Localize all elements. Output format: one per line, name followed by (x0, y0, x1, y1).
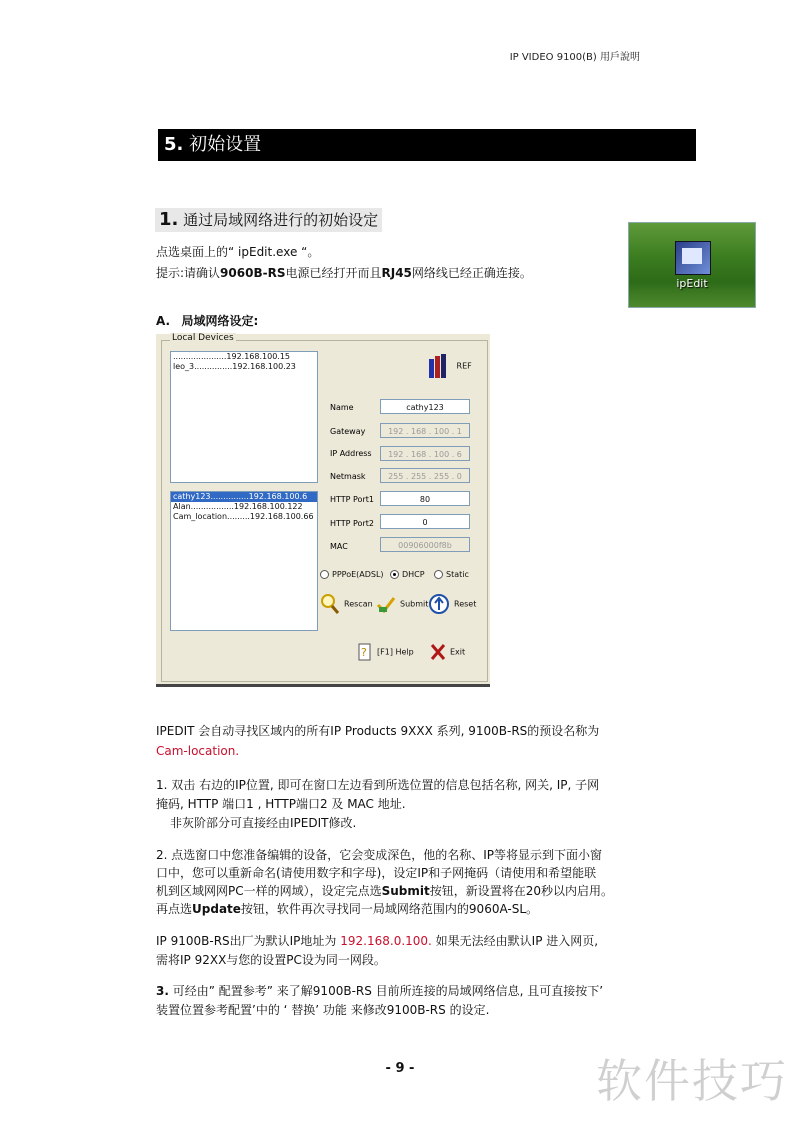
intro-text: 提示:请确认 (156, 266, 221, 280)
ipedit-icon (675, 241, 711, 275)
para-text: 机到区域网网PC一样的网域），设定完点选 (156, 884, 382, 898)
radio-dot (320, 570, 329, 579)
list-item[interactable]: leo_3...............192.168.100.23 (173, 362, 296, 371)
submit-label: Submit (400, 599, 429, 609)
netmask-field: 255 . 255 . 255 . 0 (380, 468, 470, 483)
ref-label: REF (456, 361, 472, 371)
submit-button[interactable] (376, 595, 428, 613)
doc-header: IP VIDEO 9100(B) 用戶說明 (509, 52, 640, 63)
name-field[interactable]: cathy123 (380, 399, 470, 414)
exit-label: Exit (450, 647, 466, 657)
desktop-icon-label: ipEdit (676, 277, 708, 290)
ipedit-window (156, 334, 490, 687)
intro-line1: 点选桌面上的“ ipEdit.exe “。 (156, 245, 320, 259)
reset-arrow-icon (428, 593, 450, 615)
radio-dot-selected (390, 570, 399, 579)
para5-line1 (156, 982, 603, 1001)
list-item[interactable]: .....................192.168.100.15 (173, 352, 291, 361)
intro-rj45: RJ45 (381, 266, 412, 280)
para4-line1 (156, 932, 598, 951)
gateway-label: Gateway (330, 427, 366, 436)
dhcp-radio[interactable] (390, 570, 425, 579)
section-heading (158, 129, 696, 161)
para-text: 可经由” 配置参考” 来了解9100B-RS 目前所连接的局域网络信息, 且可直接按下’ (168, 984, 604, 998)
section-number: 5. (164, 134, 184, 155)
page-number: - 9 - (385, 1061, 415, 1076)
list-item[interactable]: cathy123...............192.168.100.6 (171, 492, 317, 502)
ref-button[interactable] (428, 353, 472, 379)
sub-a-heading (156, 312, 258, 331)
para5-line2: 装置位置参考配置’中的 ‘ 替换’ 功能 来修改9100B-RS 的设定. (156, 1003, 490, 1017)
top-device-list[interactable] (170, 351, 318, 483)
desktop-screenshot (628, 222, 756, 308)
para2-line1: 1. 双击 右边的IP位置, 即可在窗口左边看到所选位置的信息包括名称, 网关, IP, 子网 (156, 778, 600, 792)
section-title: 初始设置 (189, 134, 262, 155)
netmask-label: Netmask (330, 472, 366, 481)
magnifier-icon (320, 593, 340, 615)
intro-line2 (156, 264, 532, 283)
para5-number: 3. (156, 984, 169, 998)
help-button[interactable] (357, 641, 414, 663)
reset-button[interactable] (428, 593, 476, 615)
http1-field[interactable]: 80 (380, 491, 470, 506)
para1-default-name: Cam-location. (156, 744, 240, 758)
group-title: Local Devices (172, 333, 234, 343)
mac-label: MAC (330, 542, 348, 551)
exit-button[interactable] (430, 643, 465, 661)
ip-field: 192 . 168 . 100 . 6 (380, 446, 470, 461)
reset-label: Reset (454, 599, 477, 609)
radio-dot (434, 570, 443, 579)
para3-line1: 2. 点选窗口中您准备编辑的设备，它会变成深色，他的名称、IP等将显示到下面小窗 (156, 848, 603, 862)
static-radio[interactable] (434, 570, 469, 579)
sub-a-title: 局域网络设定: (181, 314, 259, 328)
para3-line3 (156, 882, 613, 901)
help-icon (357, 641, 373, 663)
exit-x-icon (430, 643, 446, 661)
pppoe-radio[interactable] (320, 570, 384, 579)
list-item[interactable]: Cam_location.........192.168.100.66 (173, 512, 314, 521)
intro-model: 9060B-RS (220, 266, 286, 280)
watermark: 软件技巧 (596, 1054, 788, 1108)
help-label: [F1] Help (377, 647, 414, 657)
intro-text: 网络线已经正确连接。 (411, 266, 532, 280)
http2-field[interactable]: 0 (380, 514, 470, 529)
bottom-device-list[interactable] (170, 491, 318, 631)
ip-label: IP Address (330, 449, 372, 458)
dhcp-label: DHCP (402, 570, 425, 579)
para-text: 如果无法经由默认IP 进入网页, (431, 934, 599, 948)
subsection-title: 通过局域网络进行的初始设定 (183, 211, 379, 229)
para-text: 按钮，新设置将在20秒以内启用。 (429, 884, 614, 898)
rescan-label: Rescan (344, 599, 373, 609)
para3-line4 (156, 900, 538, 919)
para4-line2: 需将IP 92XX与您的设置PC设为同一网段。 (156, 953, 386, 967)
http2-label: HTTP Port2 (330, 519, 374, 528)
rescan-button[interactable] (320, 593, 373, 615)
sub-a-label: A. (156, 314, 171, 328)
mac-field: 00906000f8b (380, 537, 470, 552)
update-keyword: Update (192, 902, 241, 916)
static-label: Static (446, 570, 469, 579)
default-ip: 192.168.0.100. (340, 934, 432, 948)
para-text: IP 9100B-RS出厂为默认IP地址为 (156, 934, 341, 948)
subsection-heading (155, 208, 382, 232)
books-icon (428, 353, 450, 379)
para1-line1: IPEDIT 会自动寻找区域内的所有IP Products 9XXX 系列, 9100B-RS的预设名称为 (156, 724, 600, 738)
gateway-field: 192 . 168 . 100 . 1 (380, 423, 470, 438)
subsection-number: 1. (159, 209, 179, 230)
local-devices-group (161, 333, 488, 682)
para2-line2: 掩码, HTTP 端口1 , HTTP端口2 及 MAC 地址. (156, 797, 406, 811)
pppoe-label: PPPoE(ADSL) (332, 570, 384, 579)
para2-line3: 非灰阶部分可直接经由IPEDIT修改. (170, 816, 357, 830)
name-label: Name (330, 403, 354, 412)
http1-label: HTTP Port1 (330, 495, 374, 504)
submit-icon (376, 595, 396, 613)
para-text: 按钮，软件再次寻找同一局域网络范围内的9060A-SL。 (240, 902, 539, 916)
para3-line2: 口中，您可以重新命名(请使用数字和字母)，设定IP和子网掩码（请使用和希望能联 (156, 866, 597, 880)
submit-keyword: Submit (381, 884, 430, 898)
para-text: 再点选 (156, 902, 193, 916)
svg-text:?: ? (361, 646, 367, 659)
intro-text: 电源已经打开而且 (285, 266, 382, 280)
list-item[interactable]: Alan.................192.168.100.122 (173, 502, 303, 511)
